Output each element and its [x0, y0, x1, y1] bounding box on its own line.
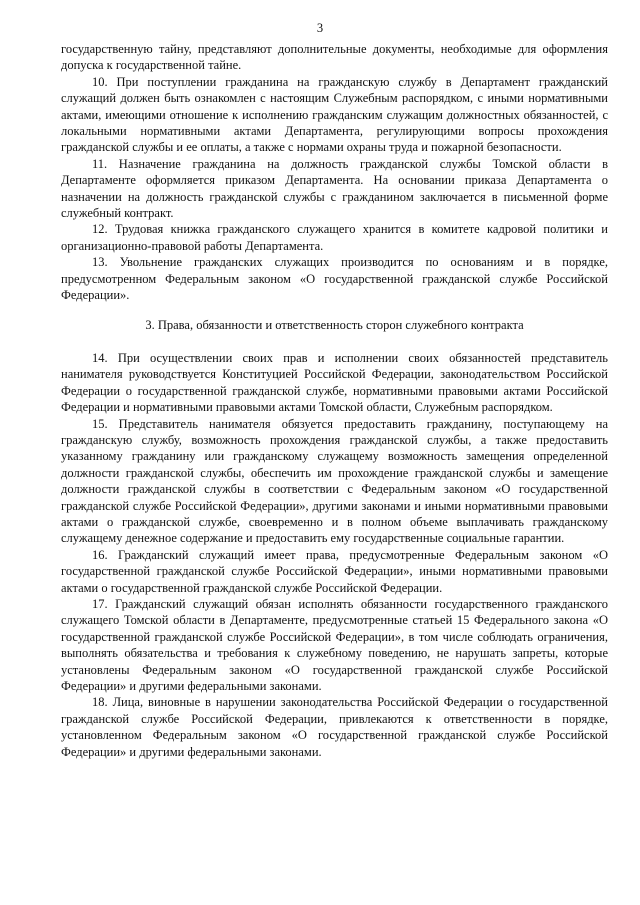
- paragraph-15: 15. Представитель нанимателя обязуется предоставить гражданину, поступающему на гражданскую службу, возможность прохождения гражданской службы, а также предоставить указанному гражданину или гражданскому служащему возможность замещения определенной должности гражданской службы, обеспечить им прохождение гражданской службы и замещение должности гражданской службы в соответствии с Федеральным законом «О государственной гражданской службе Российской Федерации», другими законами и иными нормативными правовыми актами о гражданской службе, своевременно и в полном объеме выплачивать гражданскому служащему денежное содержание и предоставить ему государственные социальные гарантии.: [61, 416, 608, 546]
- paragraph-16: 16. Гражданский служащий имеет права, предусмотренные Федеральным законом «О государственной гражданской службе Российской Федерации», иными нормативными правовыми актами о государственной гражданской службе Российской Федерации.: [61, 547, 608, 595]
- document-body: [61, 41, 608, 760]
- paragraph-11: 11. Назначение гражданина на должность гражданской службы Томской области в Департаменте оформляется приказом Департамента. На основании приказа Департамента о назначении на должность гражданской службы с гражданином заключается в письменной форме служебный контракт.: [61, 156, 608, 221]
- paragraph-12: 12. Трудовая книжка гражданского служащего хранится в комитете кадровой политики и организационно-правовой работы Департамента.: [61, 222, 608, 253]
- paragraph-10: 10. При поступлении гражданина на гражданскую службу в Департамент гражданский служащий должен быть ознакомлен с настоящим Служебным распорядком, с иными нормативными актами, имеющими отношение к исполнению гражданским служащим должностных обязанностей, с локальными нормативными актами Департамента, регулирующими вопросы прохождения гражданской службы и ее оплаты, а также с нормами охраны труда и пожарной безопасности.: [61, 74, 608, 155]
- paragraph-14: 14. При осуществлении своих прав и исполнении своих обязанностей представитель нанимателя руководствуется Конституцией Российской Федерации, законодательством Российской Федерации о государственной гражданской службе, нормативными правовыми актами Российской Федерации и нормативными правовыми актами Томской области, Служебным распорядком.: [61, 350, 608, 415]
- page-number: 3: [316, 21, 324, 35]
- paragraph-13: 13. Увольнение гражданских служащих производится по основаниям и в порядке, предусмотренном Федеральным законом «О государственной гражданской службе Российской Федерации».: [61, 255, 608, 303]
- paragraph-18: 18. Лица, виновные в нарушении законодательства Российской Федерации о государственной гражданской службе Российской Федерации, привлекаются к ответственности в порядке, установленном Федеральным законом «О государственной гражданской службе Российской Федерации» и другими федеральными законами.: [61, 695, 608, 759]
- paragraph-17: 17. Гражданский служащий обязан исполнять обязанности государственного гражданского служащего Томской области в Департаменте, предусмотренные статьей 15 Федерального закона «О государственной гражданской службе Российской Федерации», в том числе соблюдать ограничения, выполнять обязательства и требования к служебному поведению, не нарушать запреты, которые установлены Федеральным законом «О государственной гражданской службе Российской Федерации» и другими федеральными законами.: [61, 597, 608, 694]
- paragraph-continuation: государственную тайну, представляют дополнительные документы, необходимые для оформления допуска к государственной тайне.: [61, 42, 608, 73]
- section-heading: 3. Права, обязанности и ответственность сторон служебного контракта: [145, 317, 524, 332]
